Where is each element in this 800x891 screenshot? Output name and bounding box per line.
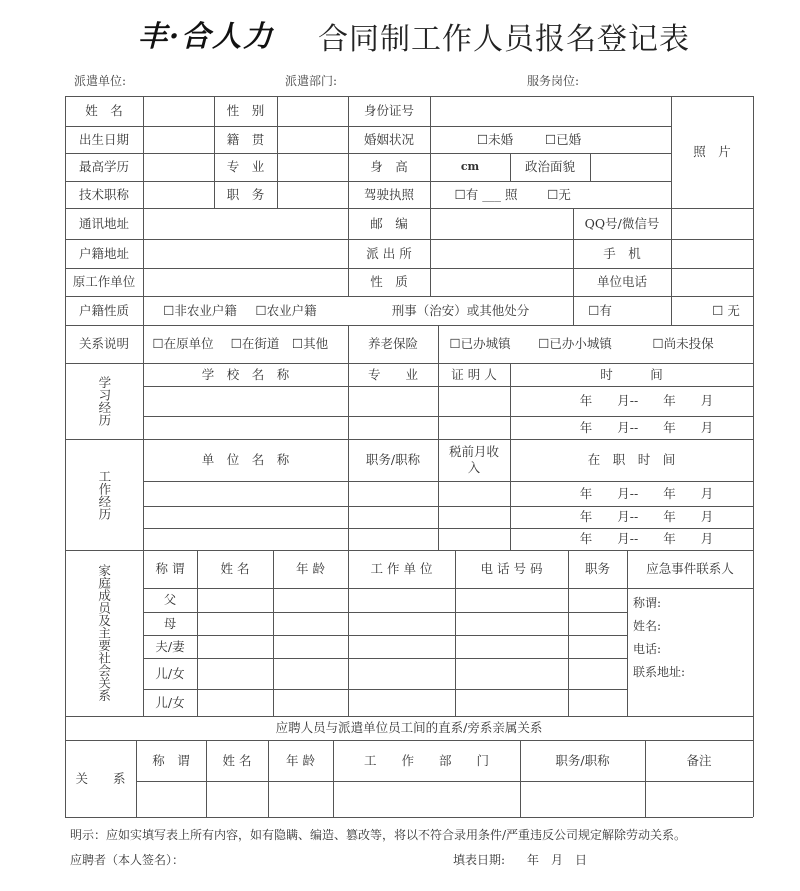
relatives-banner: 应聘人员与派遣单位员工间的直系/旁系亲属关系 (275, 720, 543, 736)
gender-field[interactable] (277, 96, 348, 126)
work-title-field[interactable] (348, 481, 438, 506)
edu-school-field[interactable] (143, 386, 348, 416)
grid-line (143, 588, 753, 589)
label-tech-title: 技术职称 (78, 186, 129, 202)
signature-label: 应聘者（本人签名）： (70, 853, 185, 867)
work-section-label (65, 439, 143, 550)
service-post-label: 服务岗位: (527, 74, 580, 88)
grid-line (143, 658, 627, 659)
edu-header-time: 时 间 (600, 366, 663, 382)
form-title: 合同制工作人员报名登记表 (318, 22, 690, 57)
label-hukou-address: 户籍地址 (78, 245, 129, 261)
label-postcode: 邮 编 (370, 215, 408, 231)
label-police-station: 派 出 所 (366, 245, 412, 261)
label-marital-status: 婚姻状况 (363, 131, 414, 147)
family-section-label (65, 550, 143, 716)
work-header-title: 职务/职称 (365, 452, 421, 468)
id-number-field[interactable] (430, 96, 671, 126)
police-station-field[interactable] (430, 239, 573, 268)
edu-header-witness: 证 明 人 (451, 366, 497, 382)
label-major: 专 业 (226, 159, 265, 175)
relatives-age-field[interactable] (268, 781, 333, 817)
edu-school-field[interactable] (143, 416, 348, 439)
edu-header-school: 学 校 名 称 (201, 366, 290, 382)
label-relation-desc: 关系说明 (78, 336, 129, 352)
checkbox-license-no[interactable]: ☐无 (547, 186, 571, 202)
relatives-header-age: 年 龄 (286, 752, 315, 768)
work-company-field[interactable] (143, 528, 348, 550)
family-relation-child: 儿/女 (155, 694, 185, 710)
work-company-field[interactable] (143, 506, 348, 528)
checkbox-criminal-no[interactable]: ☐ 无 (712, 302, 740, 318)
major-field[interactable] (277, 153, 348, 181)
checkbox-rel-other[interactable]: ☐其他 (291, 336, 329, 352)
edu-time-field[interactable]: 年 月-- 年 月 (579, 419, 714, 435)
relatives-header-relation: 称 谓 (152, 752, 190, 768)
birth-date-field[interactable] (143, 126, 214, 153)
label-qq-wechat: QQ号/微信号 (584, 215, 660, 231)
label-nature: 性 质 (370, 274, 408, 290)
signature-field[interactable] (208, 848, 408, 868)
family-header-employer: 工 作 单 位 (370, 561, 433, 577)
education-field[interactable] (143, 153, 214, 181)
emergency-name-label: 姓名: (633, 619, 662, 633)
label-height: 身 高 (370, 159, 408, 175)
grid-line (143, 689, 627, 690)
work-time-field[interactable]: 年 月-- 年 月 (579, 485, 714, 501)
label-employer-phone: 单位电话 (596, 274, 647, 290)
grid-line (143, 635, 627, 636)
label-gender: 性 别 (226, 103, 265, 119)
checkbox-criminal-yes[interactable]: ☐有 (588, 302, 612, 318)
work-time-field[interactable]: 年 月-- 年 月 (579, 509, 714, 525)
label-birth-date: 出生日期 (78, 131, 129, 147)
education-section-label (65, 363, 143, 439)
label-pension: 养老保险 (367, 336, 418, 352)
date-field[interactable]: 年 月 日 (527, 853, 588, 867)
edu-witness-field[interactable] (438, 416, 510, 439)
emergency-phone-label: 电话: (633, 642, 662, 656)
relatives-title-field[interactable] (520, 781, 645, 817)
employer-phone-field[interactable] (671, 268, 753, 296)
checkbox-married[interactable]: ☐已婚 (544, 131, 582, 147)
brand-logo: 丰·合人力 (138, 19, 275, 53)
work-income-field[interactable] (438, 506, 510, 528)
label-education: 最高学历 (78, 159, 129, 175)
work-title-field[interactable] (348, 528, 438, 550)
relatives-header-remark: 备注 (686, 752, 712, 768)
grid-line (438, 325, 439, 363)
family-header-phone: 电 话 号 码 (480, 561, 543, 577)
relatives-remark-field[interactable] (645, 781, 753, 817)
relatives-header-name: 姓 名 (222, 752, 252, 768)
relatives-row-label: 关 系 (75, 770, 126, 786)
relatives-header-dept: 工 作 部 门 (363, 752, 489, 768)
address-field[interactable] (143, 208, 348, 239)
checkbox-license-yes[interactable]: ☐有 ___ 照 (454, 186, 518, 202)
label-former-employer: 原工作单位 (72, 274, 136, 290)
work-income-field[interactable] (438, 528, 510, 550)
dispatch-unit-label: 派遣单位: (74, 74, 127, 88)
checkbox-pension-small-town[interactable]: ☐已办小城镇 (538, 336, 612, 352)
work-time-field[interactable]: 年 月-- 年 月 (579, 531, 714, 547)
checkbox-agri[interactable]: ☐农业户籍 (255, 302, 317, 318)
edu-header-major: 专 业 (367, 366, 418, 382)
label-mobile: 手 机 (603, 245, 641, 261)
former-employer-field[interactable] (143, 268, 348, 296)
disclaimer-notice: 明示：应如实填写表上所有内容，如有隐瞒、编造、篡改等，将以不符合录用条件/严重违反公司规定解除劳动关系。 (70, 828, 687, 842)
edu-witness-field[interactable] (438, 386, 510, 416)
grid-line (65, 817, 753, 818)
label-hukou-type: 户籍性质 (78, 302, 129, 318)
work-header-income: 税前月收入 (448, 444, 499, 475)
date-label: 填表日期: (453, 853, 506, 867)
family-relation-mother: 母 (163, 615, 177, 631)
work-header-time: 在 职 时 间 (587, 452, 676, 468)
qq-wechat-field[interactable] (671, 208, 753, 239)
photo-box: 照 片 (693, 144, 731, 160)
hukou-address-field[interactable] (143, 239, 348, 268)
relatives-dept-field[interactable] (333, 781, 520, 817)
nature-field[interactable] (430, 268, 573, 296)
position-field[interactable] (277, 181, 348, 208)
label-id-number: 身份证号 (363, 103, 414, 119)
label-name: 姓 名 (85, 103, 123, 119)
checkbox-rel-original[interactable]: ☐在原单位 (152, 336, 214, 352)
mobile-field[interactable] (671, 239, 753, 268)
height-field[interactable]: cm (460, 160, 480, 174)
family-header-position: 职务 (584, 561, 610, 577)
label-native-place: 籍 贯 (226, 131, 265, 147)
edu-major-field[interactable] (348, 386, 438, 416)
edu-time-field[interactable]: 年 月-- 年 月 (579, 393, 714, 409)
relatives-name-field[interactable] (206, 781, 268, 817)
label-criminal: 刑事（治安）或其他处分 (391, 302, 530, 318)
work-title-field[interactable] (348, 506, 438, 528)
checkbox-pension-none[interactable]: ☐尚未投保 (652, 336, 714, 352)
relatives-header-title: 职务/职称 (555, 752, 610, 768)
work-header-company: 单 位 名 称 (201, 452, 290, 468)
label-position: 职 务 (226, 186, 265, 202)
emergency-address-label: 联系地址: (633, 665, 686, 679)
grid-line (753, 96, 754, 817)
family-header-emergency: 应急事件联系人 (646, 561, 734, 577)
edu-major-field[interactable] (348, 416, 438, 439)
family-header-relation: 称 谓 (155, 561, 185, 577)
family-header-name: 姓 名 (220, 561, 250, 577)
checkbox-unmarried[interactable]: ☐未婚 (476, 131, 514, 147)
work-income-field[interactable] (438, 481, 510, 506)
family-header-age: 年 龄 (296, 561, 325, 577)
education-section-text: 学习经历 (96, 376, 112, 426)
label-political-status: 政治面貌 (524, 159, 575, 175)
work-company-field[interactable] (143, 481, 348, 506)
checkbox-pension-urban[interactable]: ☐已办城镇 (449, 336, 511, 352)
family-section-text: 家庭成员及主要社会关系 (96, 564, 112, 702)
political-status-field[interactable] (590, 153, 671, 181)
checkbox-non-agri[interactable]: ☐非农业户籍 (163, 302, 237, 318)
postcode-field[interactable] (430, 208, 573, 239)
grid-line (143, 612, 627, 613)
label-driving-license: 驾驶执照 (363, 186, 414, 202)
emergency-relation-label: 称谓: (633, 596, 662, 610)
tech-title-field[interactable] (143, 181, 214, 208)
label-address: 通讯地址 (78, 215, 129, 231)
checkbox-rel-street[interactable]: ☐在街道 (230, 336, 280, 352)
relatives-relation-field[interactable] (136, 781, 206, 817)
name-field[interactable] (143, 96, 214, 126)
family-relation-child: 儿/女 (155, 665, 185, 681)
dispatch-dept-label: 派遣部门: (285, 74, 338, 88)
work-section-text: 工作经历 (96, 469, 112, 520)
family-relation-spouse: 夫/妻 (155, 638, 185, 654)
native-place-field[interactable] (277, 126, 348, 153)
family-relation-father: 父 (163, 592, 177, 608)
